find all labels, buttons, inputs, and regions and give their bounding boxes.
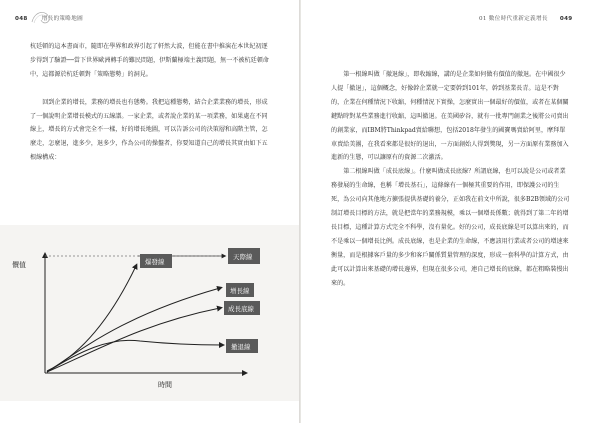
growth-line: [47, 288, 220, 372]
right-body-text: [331, 68, 571, 291]
right-page: [301, 0, 600, 423]
baseline-label: 成長底線: [228, 305, 254, 313]
withdrawal-line: [47, 340, 222, 372]
right-header: [479, 14, 572, 22]
ceiling-label: 天際線: [233, 253, 253, 261]
y-axis-label: 價值: [12, 261, 26, 269]
x-axis-label: 時間: [158, 381, 172, 389]
explosion-line: [47, 266, 136, 371]
growth-lines-diagram: [0, 225, 299, 401]
right-running-head: 01 數位時代重新定義增長: [479, 16, 548, 22]
left-body-text: [30, 40, 270, 165]
right-paragraph-1: 第一根線叫做「撤退線」，即收縮線，講的是企業如何做有價值的撤退。在中國很少人提「撤退」，這個概念，好像幹企業就一定要幹到101年，幹到基業長青。這是不對的，企業在何種情況下收縮，何種情況下實操，怎麼實出一個最好的價值，或者在某個關鍵點時對某些業務進行收縮，這叫撤退。在美國矽谷，就有一批專門創業之後將公司賣出的創業家，而IBM將Thinkpad賣給聯想，包括2018年發生的國寶嗎賣給阿里，摩拜單車賣給美團，在我看來都是很好的退出，一方面創始人得到獎現，另一方面原有業務加入進新的生態，可以讓原有的資源二次激活。: [331, 71, 569, 162]
left-running-head: 增長的策略地圖: [41, 16, 83, 22]
book-logo-swirl-icon: [28, 7, 62, 29]
left-page-number: 048: [15, 16, 28, 22]
left-paragraph-2: 回到企業的增長，業務的增長也有態勢。我把這種態勢，結合企業業務的增長，形成了一個說明企業增長模式的五線譜。一家企業，或者說企業的某一項業務，如果處在不同線上，增長的方式會完全不一樣，好的增長地圖，可以告訴公司的決策層和高階主管，怎麼走，怎麼退，進多少，退多少，作為公司的操盤者，你要知道自己的增長其實由如下五根線構成：: [30, 98, 268, 162]
left-page: [0, 0, 299, 423]
right-paragraph-2: 第二根線叫做「成長底線」。什麼叫做成長底線？所謂底線，也可以說是公司或者業務發展的生命線，也稱「增長基石」，這條線有一個極其重要的作用，即保護公司的生死，為公司向其他地方擴張提供基礎的養分，正如我在前文中所說，很多B2B領域的公司制訂增長目標的方法，就是把當年的業務規模，乘以一個增長係數；就得到了第二年的增長目標，這種計算方式完全不科學，沒有量化。好的公司，成長底線是可以算出來的，而不是乘以一個增長比例。成長底線，也是企業的生命線，不應該用行業或者公司的增速來衡量，而是根據客戶量的多少和客戶關係質量管理的深度，形成一套科學的計算方式，由此可以計算出來基礎的增長邊界，但現在很多公司，連自己增長的底線，都在粗略裝慢出來的。: [331, 168, 570, 287]
withdrawal-label: 撤退線: [231, 343, 251, 351]
left-paragraph-1: 杭廷頓的這本書面市，隨即在學界和政界引起了軒然大波，但能在書中推演在本世紀初逐步得到了驗證──當下世界歐洲轉手的難民問題，伊斯蘭極端主義問題，無一不被杭廷頓命中，這都源於杭廷頓對「策略態勢」的洞見。: [30, 43, 269, 78]
growth-label: 增長線: [230, 287, 250, 295]
growth-lines-figure: [0, 225, 299, 401]
right-page-number: 049: [559, 16, 573, 22]
explosion-label: 爆發線: [145, 258, 165, 266]
